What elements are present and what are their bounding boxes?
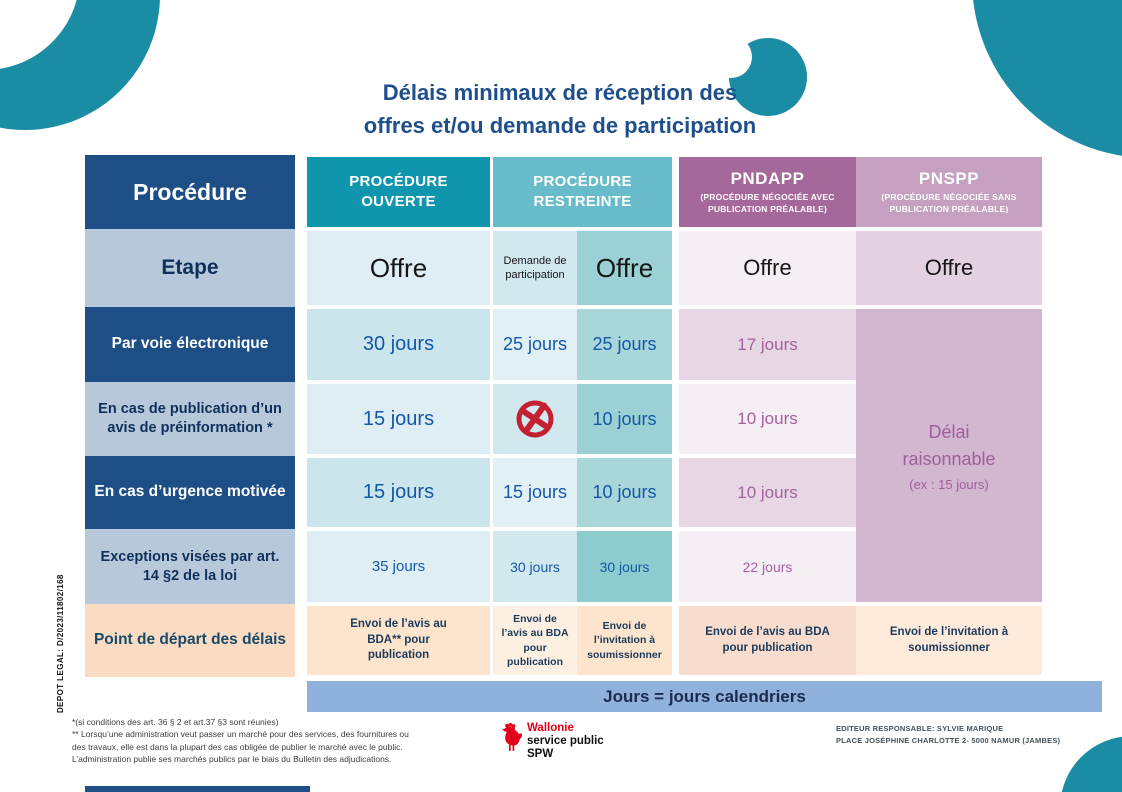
cell-depart-pndapp: Envoi de l’avis au BDA pour publication — [679, 604, 856, 677]
cell-voie-pndapp: 17 jours — [679, 307, 856, 382]
editor-line2: PLACE JOSÉPHINE CHARLOTTE 2- 5000 NAMUR (JAMBES) — [836, 736, 1061, 745]
logo-spw: SPW — [527, 748, 554, 761]
cell-preinfo-restreinte-offre: 10 jours — [577, 382, 672, 456]
cell-etape-restreinte-offre: Offre — [577, 229, 672, 307]
page-title-line2: offres et/ou demande de participation — [363, 113, 757, 138]
cell-depart-pnspp: Envoi de l’invitation à soumissionner — [856, 604, 1042, 677]
footnote-1: *(si conditions des art. 36 § 2 et art.37 §3 sont réunies) — [72, 717, 279, 727]
cell-preinfo-demande — [490, 382, 577, 456]
wallonie-rooster-icon — [497, 722, 523, 754]
corner-header-procedure: Procédure — [85, 155, 295, 229]
spw-logo-text — [527, 722, 604, 762]
cell-exceptions-demande: 30 jours — [490, 529, 577, 604]
pndapp-title: PNDAPP — [730, 168, 805, 188]
cell-depart-demande: Envoi de l’avis au BDA pour publication — [490, 604, 577, 677]
row-header-preinformation: En cas de publication d’un avis de préinformation * — [85, 382, 295, 456]
cell-urgence-demande: 15 jours — [490, 456, 577, 529]
spw-logo — [497, 722, 604, 762]
title-circle-bite — [710, 36, 752, 78]
cell-etape-demande: Demande de participation — [490, 229, 577, 307]
prohibited-icon — [512, 396, 558, 442]
cell-urgence-pndapp: 10 jours — [679, 456, 856, 529]
row-header-etape: Etape — [85, 229, 295, 307]
cell-urgence-restreinte-offre: 10 jours — [577, 456, 672, 529]
row-header-exceptions: Exceptions visées par art. 14 §2 de la loi — [85, 529, 295, 604]
column-header-pnspp — [856, 155, 1042, 229]
cell-etape-pnspp: Offre — [856, 229, 1042, 307]
pnspp-title: PNSPP — [918, 168, 980, 188]
editor-line1: EDITEUR RESPONSABLE: SYLVIE MARIQUE — [836, 724, 1004, 733]
delai-raisonnable-text: Délai raisonnable — [902, 422, 996, 469]
cell-pnspp-delai-raisonnable — [856, 307, 1042, 604]
pnspp-subtitle: (PROCÉDURE NÉGOCIÉE SANS PUBLICATION PRÉALABLE) — [881, 191, 1017, 214]
cell-etape-pndapp: Offre — [679, 229, 856, 307]
logo-wallonie: Wallonie — [527, 722, 574, 734]
editor-info — [836, 723, 1060, 747]
cell-preinfo-pndapp: 10 jours — [679, 382, 856, 456]
depot-legal: DEPOT LEGAL: D/2023/11802/168 — [56, 574, 65, 713]
footnote-2: ** Lorsqu’une administration veut passer un marché pour des services, des fournitures ou des travaux, elle est dans la plupart des cas obligée de publier le marché avec le public. L’administration publie ses marchés publics par le biais du Bulletin des adjudications. — [72, 729, 409, 764]
column-header-procedure-ouverte: PROCÉDURE OUVERTE — [307, 155, 490, 229]
row-header-point-depart: Point de départ des délais — [85, 604, 295, 677]
row-header-voie-electronique: Par voie électronique — [85, 307, 295, 382]
footnotes — [72, 716, 420, 765]
bottom-right-circle-decoration — [1060, 736, 1122, 792]
cell-preinfo-ouverte: 15 jours — [307, 382, 490, 456]
cell-exceptions-pndapp: 22 jours — [679, 529, 856, 604]
cell-voie-ouverte: 30 jours — [307, 307, 490, 382]
pndapp-subtitle: (PROCÉDURE NÉGOCIÉE AVEC PUBLICATION PRÉALABLE) — [700, 191, 835, 214]
page-title-line1: Délais minimaux de réception des — [382, 80, 738, 105]
row-header-urgence: En cas d’urgence motivée — [85, 456, 295, 529]
cell-exceptions-restreinte-offre: 30 jours — [577, 529, 672, 604]
cell-etape-ouverte: Offre — [307, 229, 490, 307]
column-header-pndapp — [679, 155, 856, 229]
cell-urgence-ouverte: 15 jours — [307, 456, 490, 529]
cell-voie-restreinte-offre: 25 jours — [577, 307, 672, 382]
cell-voie-demande: 25 jours — [490, 307, 577, 382]
top-right-circle-decoration — [972, 0, 1122, 158]
column-header-procedure-restreinte: PROCÉDURE RESTREINTE — [490, 155, 672, 229]
cell-exceptions-ouverte: 35 jours — [307, 529, 490, 604]
calendar-days-bar: Jours = jours calendriers — [307, 681, 1102, 712]
cell-depart-ouverte: Envoi de l’avis au BDA** pour publication — [307, 604, 490, 677]
deadlines-table — [85, 155, 1042, 677]
page-title — [280, 76, 840, 142]
cell-depart-restreinte-offre: Envoi de l’invitation à soumissionner — [577, 604, 672, 677]
logo-service-public: service public — [527, 735, 604, 748]
bottom-left-strip-decoration — [85, 786, 310, 792]
delai-raisonnable-example: (ex : 15 jours) — [909, 477, 989, 492]
